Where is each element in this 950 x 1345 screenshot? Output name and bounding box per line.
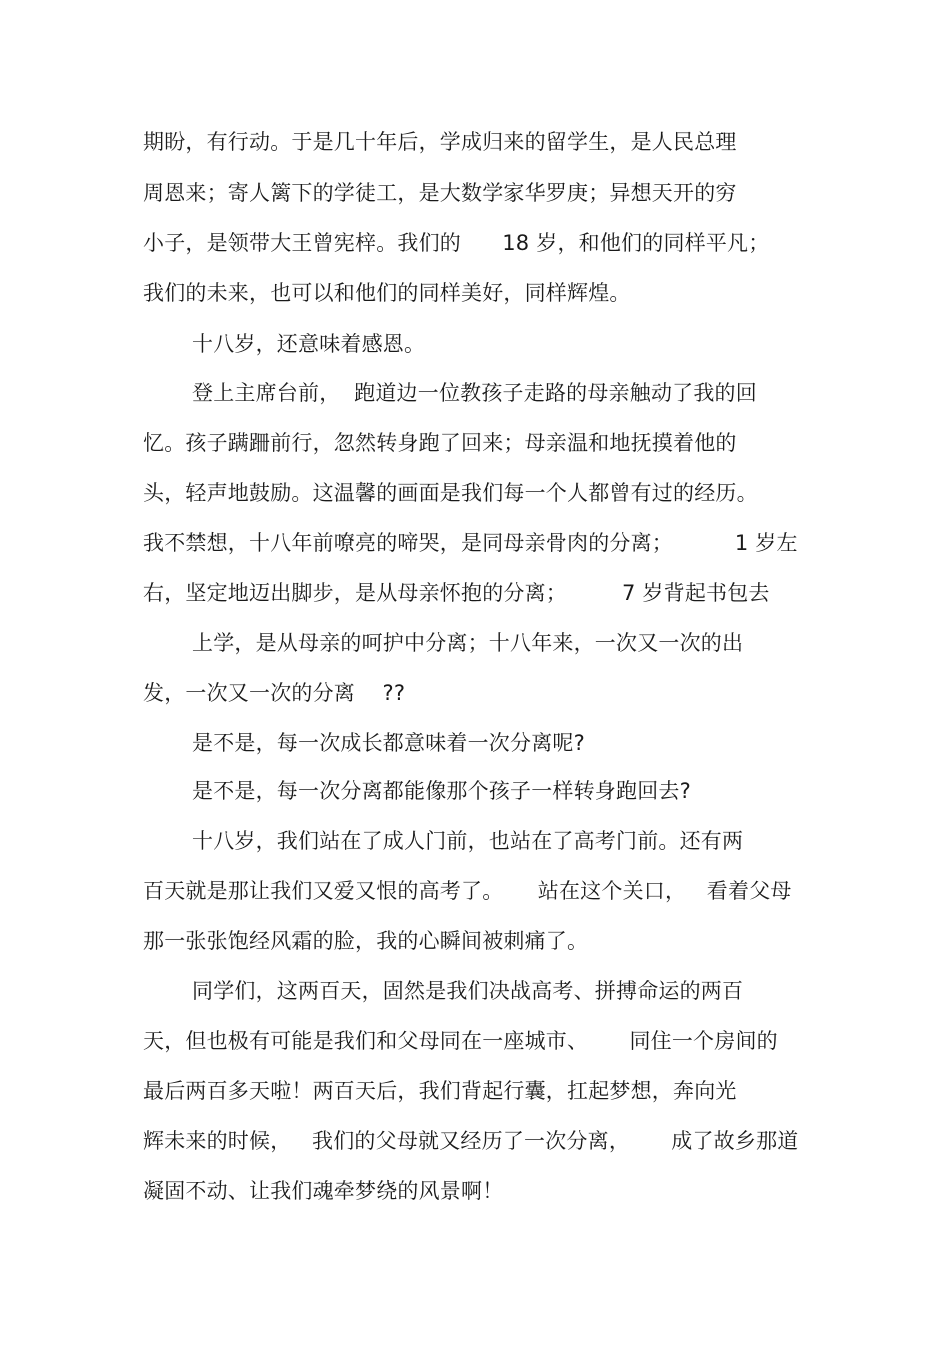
text-line: 上学，是从母亲的呵护中分离；十八年来，一次又一次的出 xyxy=(192,631,744,655)
text-line: 期盼，有行动。于是几十年后，学成归来的留学生，是人民总理 xyxy=(143,130,737,154)
text-line: 周恩来；寄人篱下的学徒工，是大数学家华罗庚；异想天开的穷 xyxy=(143,181,737,205)
text-line: 十八岁，还意味着感恩。 xyxy=(192,332,426,356)
text-line: 我们的未来，也可以和他们的同样美好，同样辉煌。 xyxy=(143,281,631,305)
text-line: 天，但也极有可能是我们和父母同在一座城市、 同住一个房间的 xyxy=(143,1029,778,1053)
text-line: 发，一次又一次的分离 ?? xyxy=(143,681,406,705)
text-line: 小子，是领带大王曾宪梓。我们的 18 岁，和他们的同样平凡； xyxy=(143,231,770,255)
text-line: 凝固不动、让我们魂牵梦绕的风景啊！ xyxy=(143,1179,504,1203)
text-line: 忆。孩子蹒跚前行，忽然转身跑了回来；母亲温和地抚摸着他的 xyxy=(143,431,737,455)
text-line: 百天就是那让我们又爱又恨的高考了。 站在这个关口， 看着父母 xyxy=(143,879,792,903)
text-line: 右，坚定地迈出脚步，是从母亲怀抱的分离； 7 岁背起书包去 xyxy=(143,581,770,605)
text-line: 是不是，每一次分离都能像那个孩子一样转身跑回去? xyxy=(192,779,691,803)
text-line: 我不禁想，十八年前嘹亮的啼哭，是同母亲骨肉的分离； 1 岁左 xyxy=(143,531,798,555)
text-line: 十八岁，我们站在了成人门前，也站在了高考门前。还有两 xyxy=(192,829,744,853)
text-line: 那一张张饱经风霜的脸，我的心瞬间被刺痛了。 xyxy=(143,929,589,953)
text-line: 登上主席台前， 跑道边一位教孩子走路的母亲触动了我的回 xyxy=(192,381,757,405)
text-line: 辉未来的时候， 我们的父母就又经历了一次分离， 成了故乡那道 xyxy=(143,1129,799,1153)
text-line: 同学们，这两百天，固然是我们决战高考、拼搏命运的两百 xyxy=(192,979,744,1003)
text-line: 头，轻声地鼓励。这温馨的画面是我们每一个人都曾有过的经历。 xyxy=(143,481,758,505)
text-line: 是不是，每一次成长都意味着一次分离呢? xyxy=(192,731,585,755)
text-line: 最后两百多天啦！两百天后，我们背起行囊，扛起梦想，奔向光 xyxy=(143,1079,737,1103)
